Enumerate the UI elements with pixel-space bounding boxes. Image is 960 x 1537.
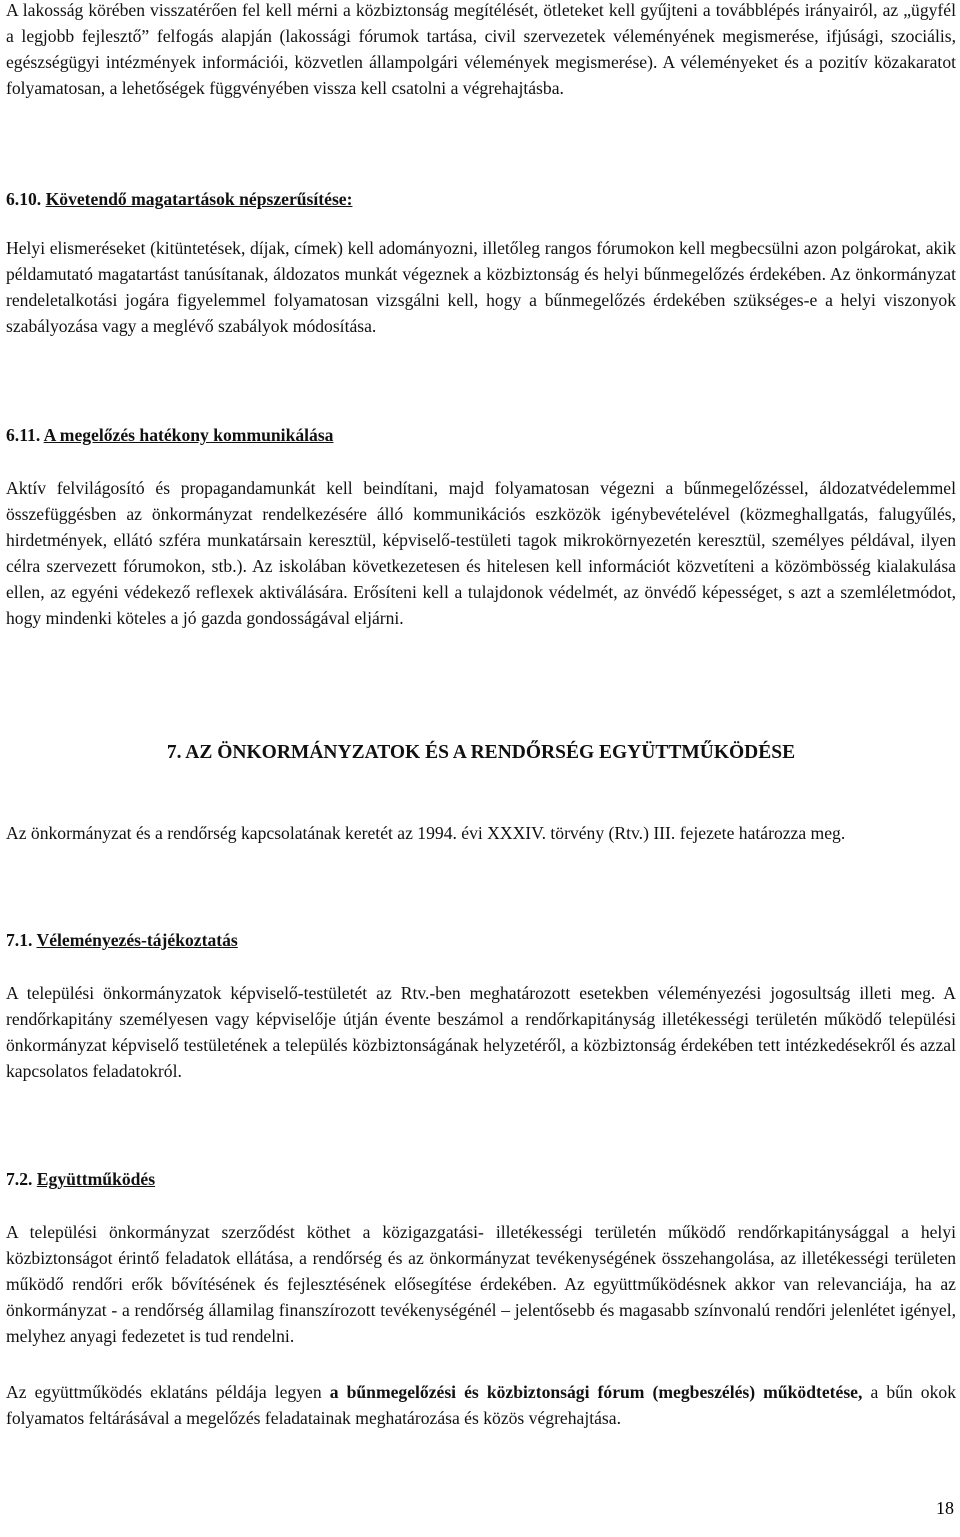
text-run: Az együttműködés eklatáns példája legyen xyxy=(6,1382,330,1402)
section-number: 7.1. xyxy=(6,930,33,950)
section-title: Véleményezés-tájékoztatás xyxy=(36,930,238,950)
text-run: a bűn okok folyamatos feltárásával a megelőzés feladatainak meghatározása és közös végrehajtása. xyxy=(6,1382,956,1428)
section-number: 6.10. xyxy=(6,189,42,209)
bold-text-run: a bűnmegelőzési és közbiztonsági fórum (megbeszélés) működtetése, xyxy=(329,1382,863,1402)
section-title: A megelőzés hatékony kommunikálása xyxy=(43,425,334,445)
section-number: 7.2. xyxy=(6,1169,33,1189)
section-title: Követendő magatartások népszerűsítése: xyxy=(45,189,353,209)
section-6-10-heading xyxy=(6,186,352,212)
section-6-11-text: Aktív felvilágosító és propagandamunkát kell beindítani, majd folyamatosan végezni a bűnmegelőzéssel, áldozatvédelemmel összefüggésben az önkormányzat rendelkezésére álló kommunikációs eszközök igénybevételével (közmeghallgatás, falugyűlés, hirdetmények, ellátó szféra munkatársain keresztül, képviselő-testületi tagok mikrokörnyezetén keresztül, személyes példával, ilyen célra szervezett fórumokon, stb.). Az iskolában következetesen és hitelesen kell információt közvetíteni a közömbösség kialakulása ellen, az egyéni védekező reflexek aktiválására. Erősíteni kell a tulajdonok védelmét, az önvédő képességet, s azt a szemléletmódot, hogy mindenki köteles a jó gazda gondosságával eljárni. xyxy=(6,478,956,628)
section-7-2-heading xyxy=(6,1166,155,1192)
section-7-2-text: A települési önkormányzat szerződést köthet a közigazgatási- illetékességi területén működő rendőrkapitánysággal a helyi közbiztonságot érintő feladatok ellátása, a rendőrség és az önkormányzat tevékenységének összehangolása, az illetékességi területen működő rendőri erők bővítésének és fejlesztésének elősegítése érdekében. Az együttműködésnek akkor van relevanciája, ha az önkormányzat - a rendőrség államilag finanszírozott tevékenységénél – jelentősebb és magasabb színvonalú rendőri jelenlétet igényel, melyhez anyagi fedezetet is tud rendelni. xyxy=(6,1222,956,1346)
section-7-1-heading xyxy=(6,927,238,953)
section-6-11-heading xyxy=(6,422,333,448)
intro-paragraph: A lakosság körében visszatérően fel kell mérni a közbiztonság megítélését, ötleteket kell gyűjteni a továbblépés irányairól, az „ügyfél a legjobb fejlesztő” felfogás alapján (lakossági fórumok tartása, civil szervezetek véleményének megismerése, ifjúsági, szociális, egészségügyi intézmények információi, közvetlen állampolgári vélemények megismerése). A véleményeket és a pozitív közakaratot folyamatosan, a lehetőségek függvényében vissza kell csatolni a végrehajtásba. xyxy=(6,0,956,98)
page-number: 18 xyxy=(936,1498,954,1518)
section-6-10-text: Helyi elismeréseket (kitüntetések, díjak, címek) kell adományozni, illetőleg rangos fórumokon kell megbecsülni azon polgárokat, akik példamutató magatartást tanúsítanak, áldozatos munkát végeznek a közbiztonság és helyi bűnmegelőzés érdekében. Az önkormányzat rendeletalkotási jogára figyelemmel folyamatosan vizsgálni kell, hogy a bűnmegelőzés érdekében szükséges-e a helyi viszonyok szabályozása vagy a meglévő szabályok módosítása. xyxy=(6,238,956,336)
chapter-7-title: 7. AZ ÖNKORMÁNYZATOK ÉS A RENDŐRSÉG EGYÜTTMŰKÖDÉSE xyxy=(166,742,796,763)
chapter-7-text: Az önkormányzat és a rendőrség kapcsolatának keretét az 1994. évi XXXIV. törvény (Rtv.) III. fejezete határozza meg. xyxy=(6,823,846,843)
section-7-2-text-2 xyxy=(6,1379,956,1431)
section-number: 6.11. xyxy=(6,425,41,445)
section-title: Együttműködés xyxy=(36,1169,156,1189)
section-7-1-text: A települési önkormányzatok képviselő-testületét az Rtv.-ben meghatározott esetekben véleményezési jogosultság illeti meg. A rendőrkapitány személyesen vagy képviselője útján évente beszámol a rendőrkapitányság illetékességi területén működő települési önkormányzat képviselő testületének a település közbiztonságának helyzetéről, a közbiztonság érdekében tett intézkedésekről és azzal kapcsolatos feladatokról. xyxy=(6,983,956,1081)
